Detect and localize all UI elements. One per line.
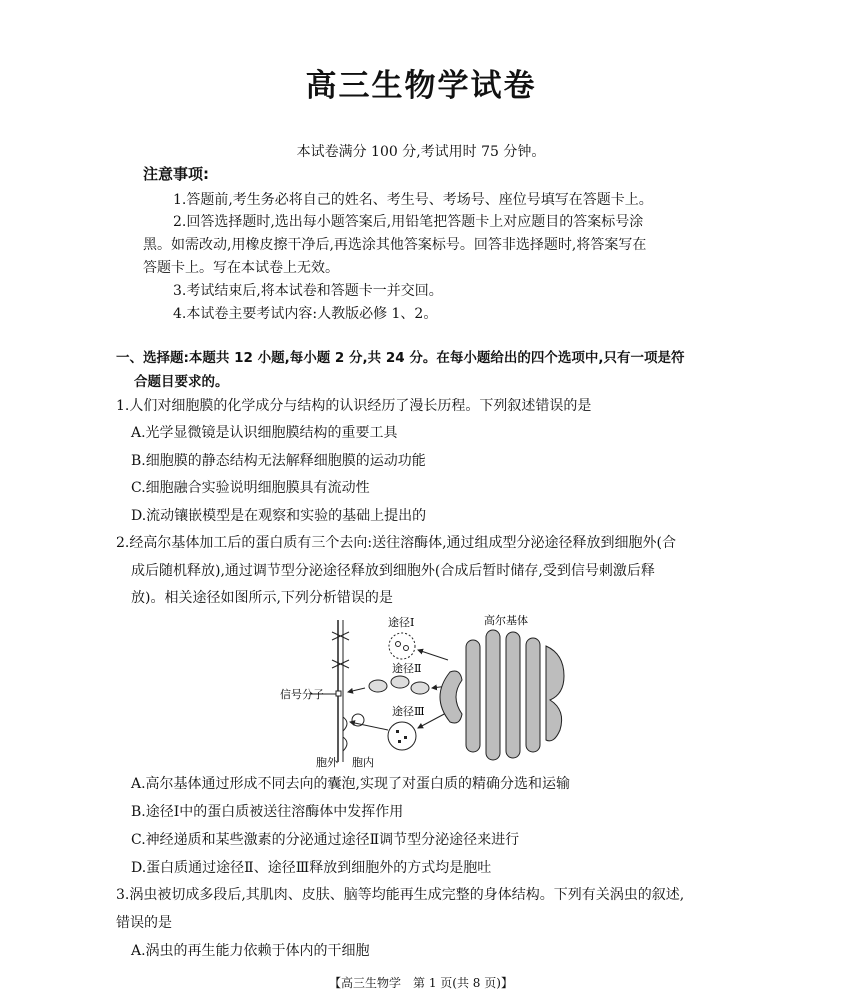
page-footer: 【高三生物学 第 1 页(共 8 页)】 (329, 976, 513, 990)
exam-title: 高三生物学试卷 (305, 68, 537, 104)
exocytosis-vesicle (343, 737, 347, 751)
section-heading: 一、选择题:本题共 12 小题,每小题 2 分,共 24 分。在每小题给出的四个选项中,只有一项是符 (116, 350, 685, 366)
notice-heading: 注意事项: (143, 165, 209, 183)
notice-item: 黑。如需改动,用橡皮擦干净后,再选涂其他答案标号。回答非选择题时,将答案写在 (143, 237, 647, 253)
notice-item: 答题卡上。写在本试卷上无效。 (143, 260, 339, 276)
secretory-vesicle (411, 682, 429, 694)
q2-option-b: B.途径Ⅰ中的蛋白质被送往溶酶体中发挥作用 (131, 804, 404, 820)
notice-item: 1.答题前,考生务必将自己的姓名、考生号、考场号、座位号填写在答题卡上。 (173, 192, 653, 208)
notice-item: 2.回答选择题时,选出每小题答案后,用铅笔把答题卡上对应题目的答案标号涂 (173, 214, 644, 230)
pathway-1-label: 途径Ⅰ (388, 616, 415, 629)
question-2-stem: 2.经高尔基体加工后的蛋白质有三个去向:送往溶酶体,通过组成型分泌途径释放到细胞外(合 (116, 535, 676, 551)
signal-molecule (336, 691, 341, 696)
q2-option-d: D.蛋白质通过途径Ⅱ、途径Ⅲ释放到细胞外的方式均是胞吐 (131, 860, 492, 876)
question-1-stem: 1.人们对细胞膜的化学成分与结构的认识经历了漫长历程。下列叙述错误的是 (116, 398, 592, 414)
notice-item: 4.本试卷主要考试内容:人教版必修 1、2。 (173, 306, 438, 322)
question-3-stem-cont: 错误的是 (116, 915, 172, 931)
intro-text: 本试卷满分 100 分,考试用时 75 分钟。 (296, 144, 546, 160)
question-3-stem: 3.涡虫被切成多段后,其肌肉、皮肤、脑等均能再生成完整的身体结构。下列有关涡虫的叙述, (116, 887, 685, 903)
q1-option-a: A.光学显微镜是认识细胞膜结构的重要工具 (131, 425, 398, 441)
golgi-apparatus (440, 630, 564, 760)
golgi-pathway-figure (270, 612, 580, 772)
q1-option-c: C.细胞融合实验说明细胞膜具有流动性 (131, 480, 370, 496)
signal-label: 信号分子 (280, 688, 324, 701)
section-heading-cont: 合题目要求的。 (134, 374, 229, 390)
notice-item: 3.考试结束后,将本试卷和答题卡一并交回。 (173, 283, 443, 299)
question-2-stem-cont: 成后随机释放),通过调节型分泌途径释放到细胞外(合成后暂时储存,受到信号刺激后释 (131, 563, 655, 579)
constitutive-vesicle (388, 722, 416, 750)
q1-option-d: D.流动镶嵌模型是在观察和实验的基础上提出的 (131, 508, 427, 524)
exocytosis-vesicle (343, 717, 347, 731)
q3-option-a: A.涡虫的再生能力依赖于体内的干细胞 (131, 943, 370, 959)
q2-option-a: A.高尔基体通过形成不同去向的囊泡,实现了对蛋白质的精确分选和运输 (131, 776, 571, 792)
secretory-vesicle (369, 680, 387, 692)
pathway-3-label: 途径Ⅲ (392, 705, 425, 718)
outside-label: 胞外 (316, 756, 338, 769)
golgi-label: 高尔基体 (484, 614, 528, 627)
pathway-2-label: 途径Ⅱ (392, 662, 422, 675)
lysosome-vesicle (389, 633, 415, 659)
question-2-stem-cont: 放)。相关途径如图所示,下列分析错误的是 (131, 590, 393, 606)
secretory-vesicle (391, 676, 409, 688)
q1-option-b: B.细胞膜的静态结构无法解释细胞膜的运动功能 (131, 453, 426, 469)
q2-option-c: C.神经递质和某些激素的分泌通过途径Ⅱ调节型分泌途径来进行 (131, 832, 520, 848)
inside-label: 胞内 (352, 756, 374, 769)
